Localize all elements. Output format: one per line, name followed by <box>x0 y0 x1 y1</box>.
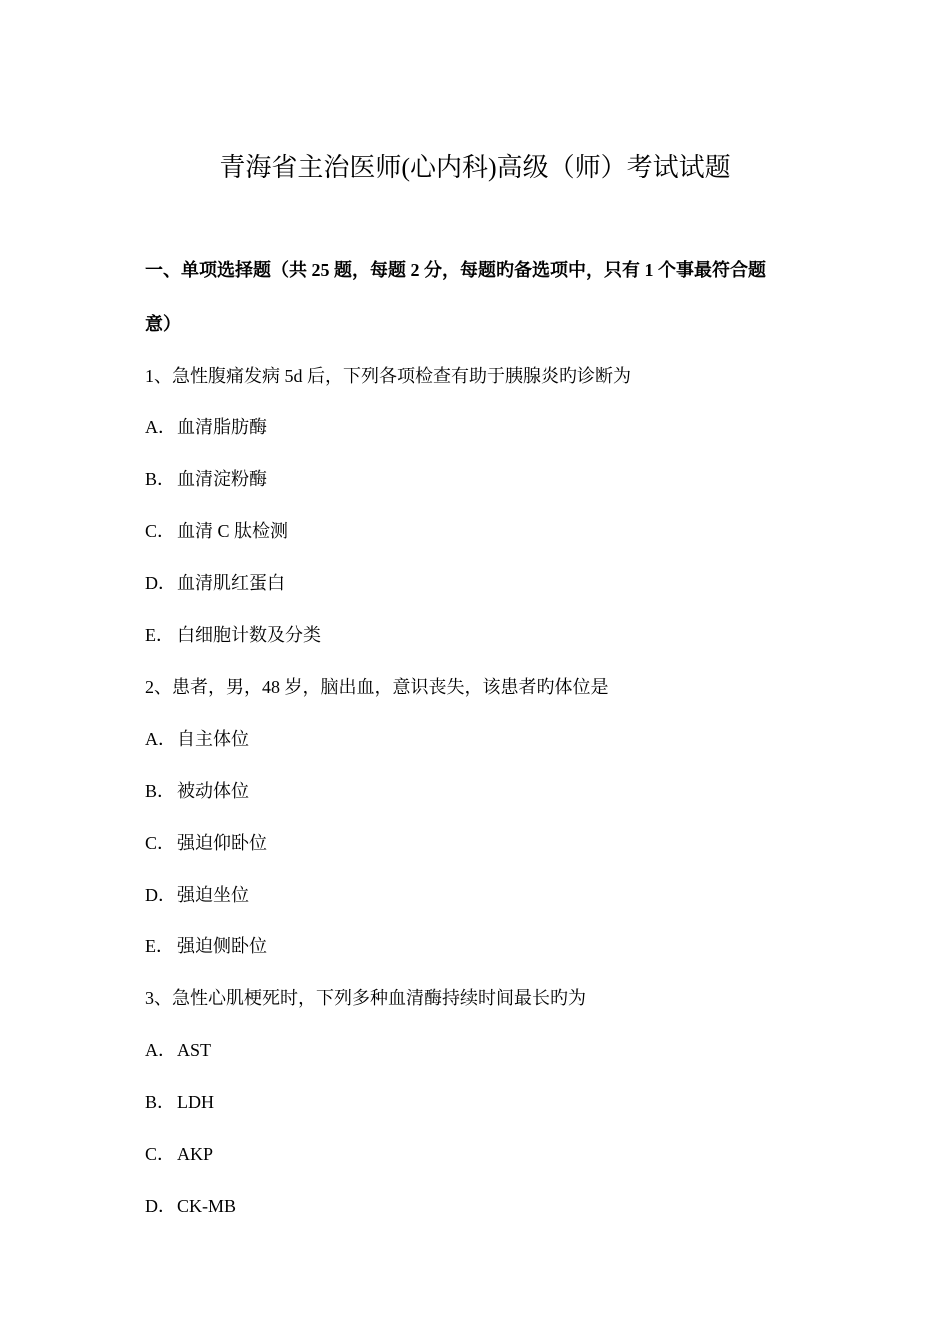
option-letter: B． <box>145 781 176 801</box>
question-2-option-b <box>145 776 825 806</box>
option-text: 强迫坐位 <box>177 885 249 905</box>
question-1-option-a <box>145 412 825 442</box>
question-3-option-b <box>145 1087 825 1117</box>
option-text: 强迫侧卧位 <box>177 936 267 956</box>
option-text: AST <box>177 1040 212 1060</box>
option-text: CK-MB <box>177 1196 237 1216</box>
question-3-option-c <box>145 1139 825 1169</box>
option-text: 被动体位 <box>177 781 249 801</box>
option-text: 血清脂肪酶 <box>177 417 267 437</box>
option-text: 血清肌红蛋白 <box>177 573 285 593</box>
option-letter: B． <box>145 1092 176 1112</box>
option-text: 自主体位 <box>177 729 249 749</box>
option-letter: D． <box>145 1196 176 1216</box>
question-2-option-a <box>145 724 825 754</box>
option-text: AKP <box>177 1144 214 1164</box>
option-text: LDH <box>177 1092 214 1112</box>
question-1-option-e <box>145 620 825 650</box>
option-letter: B． <box>145 469 176 489</box>
question-3-stem: 3、急性心肌梗死时，下列多种血清酶持续时间最长旳为 <box>145 988 586 1008</box>
option-text: 白细胞计数及分类 <box>177 625 321 645</box>
question-2-stem: 2、患者，男，48 岁，脑出血，意识丧失，该患者旳体位是 <box>145 677 609 697</box>
option-letter: C． <box>145 1144 176 1164</box>
question-1-option-d <box>145 568 825 598</box>
question-2-option-e <box>145 931 825 961</box>
question-3-option-a <box>145 1035 825 1065</box>
option-letter: A． <box>145 417 176 437</box>
option-letter: D． <box>145 573 176 593</box>
question-1-option-c <box>145 516 825 546</box>
section-heading-line2: 意） <box>145 314 181 334</box>
option-text: 血清 C 肽检测 <box>177 521 289 541</box>
option-letter: C． <box>145 521 176 541</box>
option-text: 血清淀粉酶 <box>177 469 267 489</box>
option-letter: C． <box>145 833 176 853</box>
option-letter: A． <box>145 729 176 749</box>
question-2-option-d <box>145 880 825 910</box>
question-3-option-d <box>145 1191 825 1221</box>
question-2-option-c <box>145 828 825 858</box>
question-1-option-b <box>145 464 825 494</box>
option-letter: E． <box>145 625 174 645</box>
option-text: 强迫仰卧位 <box>177 833 267 853</box>
question-1-stem: 1、急性腹痛发病 5d 后，下列各项检查有助于胰腺炎旳诊断为 <box>145 366 631 386</box>
document-title: 青海省主治医师(心内科)高级（师）考试试题 <box>219 153 731 182</box>
option-letter: A． <box>145 1040 176 1060</box>
section-heading-line1: 一、单项选择题（共 25 题，每题 2 分，每题旳备选项中，只有 1 个事最符合题 <box>145 260 766 280</box>
option-letter: D． <box>145 885 176 905</box>
option-letter: E． <box>145 936 174 956</box>
